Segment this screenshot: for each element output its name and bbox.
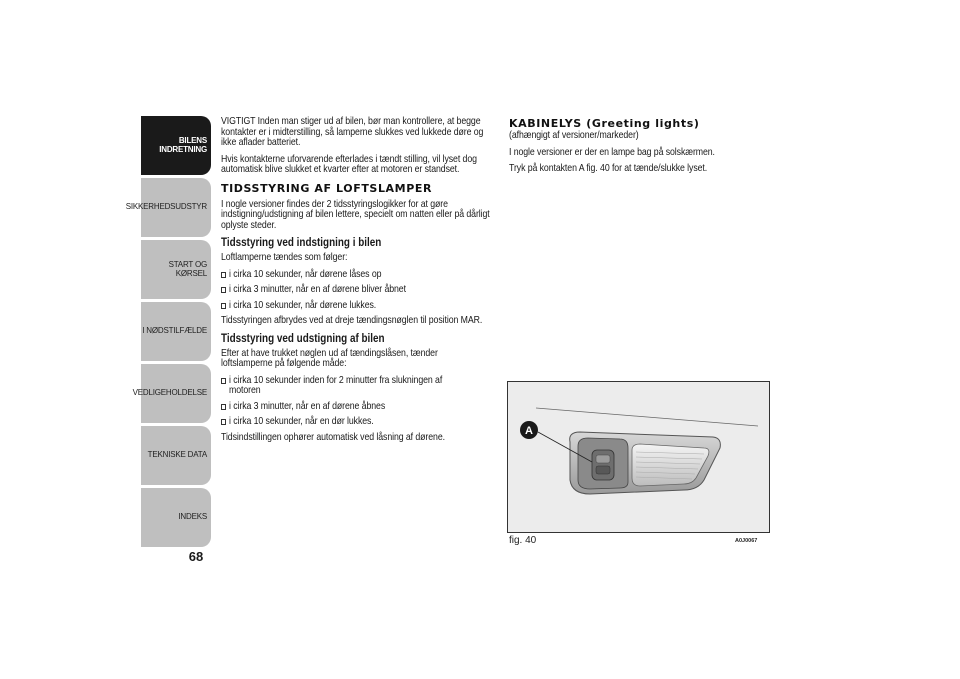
checkbox-bullet-icon [221, 404, 226, 410]
tab-label-line1: BILENS [178, 135, 207, 145]
list-item [221, 301, 491, 312]
tab-label-line2: INDRETNING [159, 144, 207, 154]
list-item-text: i cirka 10 sekunder inden for 2 minutter fra slukningen af motoren [229, 374, 443, 396]
tab-vedligeholdelse[interactable] [132, 364, 211, 423]
tab-indeks[interactable] [141, 488, 211, 547]
paragraph: Efter at have trukket nøglen ud af tændingslåsen, tænder loftslamperne på følgende måde: [221, 347, 438, 369]
left-column [221, 117, 491, 449]
version-note: (afhængigt af versioner/markeder) [509, 130, 639, 141]
tab-label: START OG KØRSEL [168, 259, 207, 278]
tab-label: SIKKERHEDSUDSTYR [125, 202, 207, 212]
checkbox-bullet-icon [221, 419, 226, 425]
paragraph: Tryk på kontakten A fig. 40 for at tænde/slukke lyset. [509, 163, 708, 174]
list-item [221, 285, 491, 296]
paragraph: I nogle versioner findes der 2 tidsstyringslogikker for at gøre indstigning/udstigning af bilen lettere, specielt om natten eller på dårligt oplyste steder. [221, 198, 490, 231]
tab-label: TEKNISKE DATA [147, 450, 207, 460]
list-item-text: i cirka 3 minutter, når en af dørene bliver åbnet [229, 284, 406, 295]
paragraph: VIGTIGT Inden man stiger ud af bilen, bør man kontrollere, at begge kontakter er i midterstilling, så lamperne slukkes ved lukkede døre og ikke aflader batteriet. [221, 116, 484, 148]
headliner-edge [536, 408, 758, 426]
tab-sikkerhedsudstyr[interactable] [125, 178, 211, 237]
paragraph: Hvis kontakterne uforvarende efterlades i tændt stilling, vil lyset dog automatisk blive slukket et kvarter efter at motoren er standset. [221, 153, 477, 175]
tab-label: I NØDSTILFÆLDE [142, 326, 207, 336]
list-item-text: i cirka 3 minutter, når en af dørene åbnes [229, 400, 386, 412]
tab-label: INDEKS [178, 512, 207, 522]
subheading: Tidsstyring ved udstigning af bilen [221, 332, 385, 345]
callout-a-label: A [525, 425, 533, 437]
list-item-text: i cirka 10 sekunder, når en dør lukkes. [229, 416, 374, 427]
lamp-illustration [508, 382, 770, 533]
list-item [221, 376, 491, 397]
list-item [221, 402, 491, 413]
section-heading: TIDSSTYRING AF LOFTSLAMPER [221, 181, 433, 195]
list-item [221, 270, 491, 281]
paragraph: Tidsindstillingen ophører automatisk ved låsning af dørene. [221, 431, 445, 443]
right-column [509, 117, 769, 181]
list-item-text: i cirka 10 sekunder, når dørene lukkes. [229, 299, 377, 311]
switch-a [592, 450, 614, 480]
tab-label: VEDLIGEHOLDELSE [132, 388, 207, 398]
figure-greeting-light [507, 381, 770, 533]
paragraph: I nogle versioner er der en lampe bag på solskærmen. [509, 146, 715, 158]
section-heading: KABINELYS (Greeting lights) [509, 117, 700, 130]
figure-caption: fig. 40 [509, 535, 537, 546]
figure-code: A0J0067 [735, 538, 758, 544]
tab-bilens-indretning[interactable] [141, 116, 211, 175]
paragraph: Loftlamperne tændes som følger: [221, 252, 348, 263]
subheading: Tidsstyring ved indstigning i bilen [221, 237, 382, 249]
paragraph: Tidsstyringen afbrydes ved at dreje tændingsnøglen til position MAR. [221, 315, 483, 326]
tab-tekniske-data[interactable] [141, 426, 211, 485]
checkbox-bullet-icon [221, 378, 226, 384]
list-item [221, 417, 491, 428]
checkbox-bullet-icon [221, 272, 226, 278]
checkbox-bullet-icon [221, 303, 226, 309]
page-number: 68 [188, 549, 204, 564]
tab-start-og-korsel[interactable] [141, 240, 211, 299]
list-item-text: i cirka 10 sekunder, når dørene låses op [229, 268, 382, 280]
tab-i-nodstilfaelde[interactable] [141, 302, 211, 361]
checkbox-bullet-icon [221, 287, 226, 293]
